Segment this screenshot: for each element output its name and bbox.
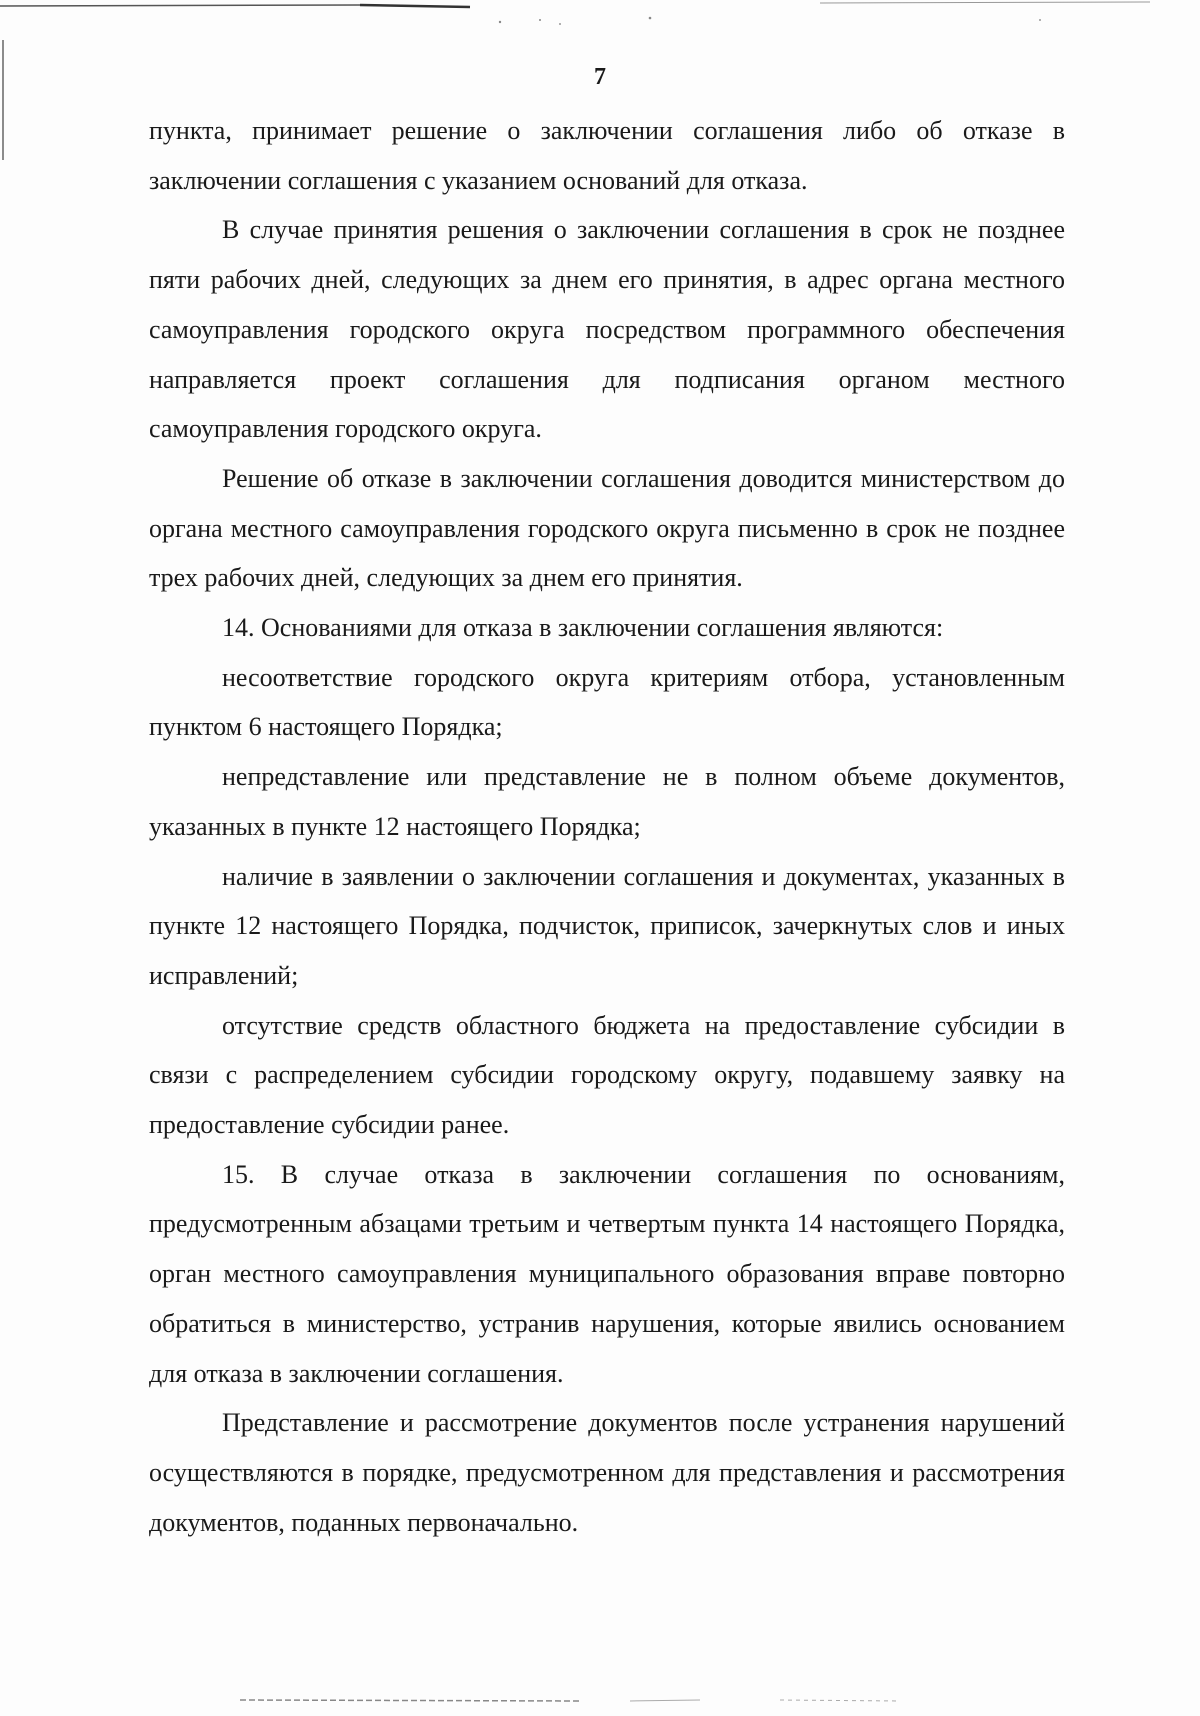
page-number: 7: [594, 64, 606, 90]
paragraph-clause-15: 15. В случае отказа в заключении соглашения по основаниям, предусмотренным абзацами третьим и четвертым пункта 14 настоящего Порядка, орган местного самоуправления муниципального образования вправе повторно обратиться в министерство, устранив нарушения, которые явились основанием для отказа в заключении соглашения.: [149, 1159, 1065, 1388]
paragraph-resubmission: Представление и рассмотрение документов после устранения нарушений осуществляются в порядке, предусмотренном для представления и рассмотрения документов, поданных первоначально.: [149, 1408, 1065, 1537]
scan-artifact-left: [0, 40, 12, 160]
document-body: [149, 106, 1065, 1547]
paragraph-continuation: пункта, принимает решение о заключении соглашения либо об отказе в заключении соглашения с указанием оснований для отказа.: [149, 116, 1065, 195]
paragraph-clause-14: 14. Основаниями для отказа в заключении соглашения являются:: [222, 613, 944, 643]
scan-artifact-bottom: [200, 1690, 1000, 1710]
paragraph-refusal-notice: Решение об отказе в заключении соглашения доводится министерством до органа местного самоуправления городского округа письменно в срок не позднее трех рабочих дней, следующих за днем его принятия.: [149, 463, 1065, 593]
paragraph-clause-14-item-2: непредставление или представление не в полном объеме документов, указанных в пункте 12 настоящего Порядка;: [149, 762, 1065, 841]
paragraph-agreement-decision: В случае принятия решения о заключении соглашения в срок не позднее пяти рабочих дней, следующих за днем его принятия, в адрес органа местного самоуправления городского округа посредством программного обеспечения направляется проект соглашения для подписания органом местного самоуправления городского округа.: [149, 215, 1065, 444]
scan-artifact-top: [0, 0, 1200, 30]
paragraph-clause-14-item-4: отсутствие средств областного бюджета на предоставление субсидии в связи с распределением субсидии городскому округу, подавшему заявку на предоставление субсидии ранее.: [149, 1010, 1065, 1140]
paragraph-clause-14-item-1: несоответствие городского округа критериям отбора, установленным пунктом 6 настоящего Порядка;: [149, 662, 1065, 742]
paragraph-clause-14-item-3: наличие в заявлении о заключении соглашения и документах, указанных в пункте 12 настоящего Порядка, подчисток, приписок, зачеркнутых слов и иных исправлений;: [149, 861, 1065, 990]
